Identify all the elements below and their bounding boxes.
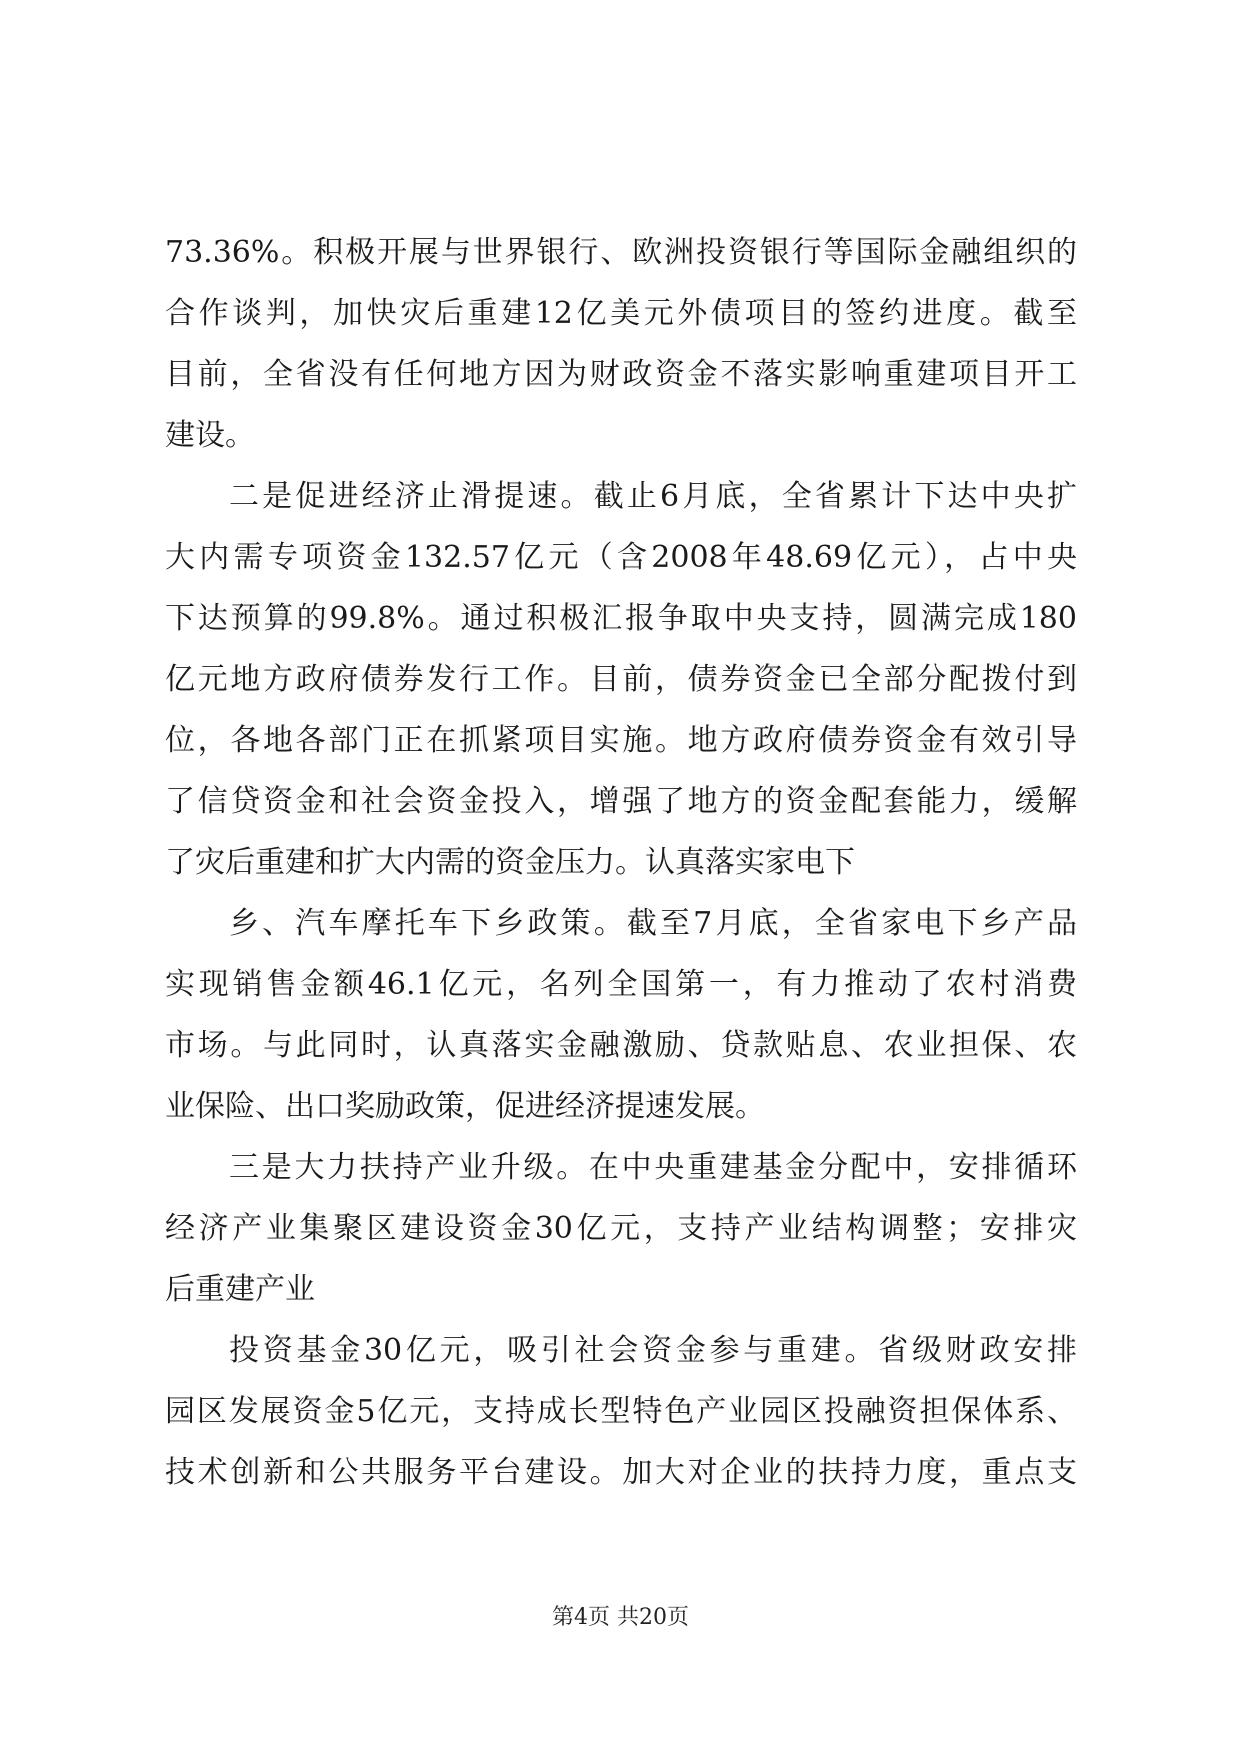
text-line: 业保险、出口奖励政策，促进经济提速发展。 [165, 1089, 765, 1124]
text-line: 位，各地各部门正在抓紧项目实施。地方政府债券资金有效引导 [165, 723, 1077, 758]
text-line: 投资基金30亿元，吸引社会资金参与重建。省级财政安排 [229, 1333, 1077, 1368]
text-line: 乡、汽车摩托车下乡政策。截至7月底，全省家电下乡产品 [229, 906, 1077, 941]
text-line: 三是大力扶持产业升级。在中央重建基金分配中，安排循环 [229, 1150, 1077, 1185]
text-line: 市场。与此同时，认真落实金融激励、贷款贴息、农业担保、农 [165, 1028, 1077, 1063]
text-line: 目前，全省没有任何地方因为财政资金不落实影响重建项目开工 [165, 357, 1077, 392]
text-line: 经济产业集聚区建设资金30亿元，支持产业结构调整；安排灾 [165, 1211, 1077, 1246]
paragraph [165, 222, 1077, 466]
text-line: 园区发展资金5亿元，支持成长型特色产业园区投融资担保体系、 [165, 1394, 1077, 1429]
text-line: 实现销售金额46.1亿元，名列全国第一，有力推动了农村消费 [165, 967, 1077, 1002]
text-line: 了灾后重建和扩大内需的资金压力。认真落实家电下 [165, 845, 855, 880]
text-line: 二是促进经济止滑提速。截止6月底，全省累计下达中央扩 [229, 479, 1077, 514]
text-line: 了信贷资金和社会资金投入，增强了地方的资金配套能力，缓解 [165, 784, 1077, 819]
page-number-footer: 第4页 共20页 [552, 1605, 689, 1630]
text-line: 建设。 [165, 418, 255, 453]
text-line: 合作谈判，加快灾后重建12亿美元外债项目的签约进度。截至 [165, 296, 1077, 331]
text-line: 73.36%。积极开展与世界银行、欧洲投资银行等国际金融组织的 [165, 235, 1077, 270]
text-line: 大内需专项资金132.57亿元（含2008年48.69亿元），占中央 [165, 540, 1077, 575]
document-body [165, 222, 1077, 1503]
text-line: 后重建产业 [165, 1272, 315, 1307]
paragraph [165, 466, 1077, 893]
text-line: 下达预算的99.8%。通过积极汇报争取中央支持，圆满完成180 [165, 601, 1077, 636]
text-line: 技术创新和公共服务平台建设。加大对企业的扶持力度，重点支 [165, 1455, 1077, 1490]
paragraph [165, 1137, 1077, 1320]
text-line: 亿元地方政府债券发行工作。目前，债券资金已全部分配拨付到 [165, 662, 1077, 697]
paragraph [165, 893, 1077, 1137]
paragraph [165, 1320, 1077, 1503]
